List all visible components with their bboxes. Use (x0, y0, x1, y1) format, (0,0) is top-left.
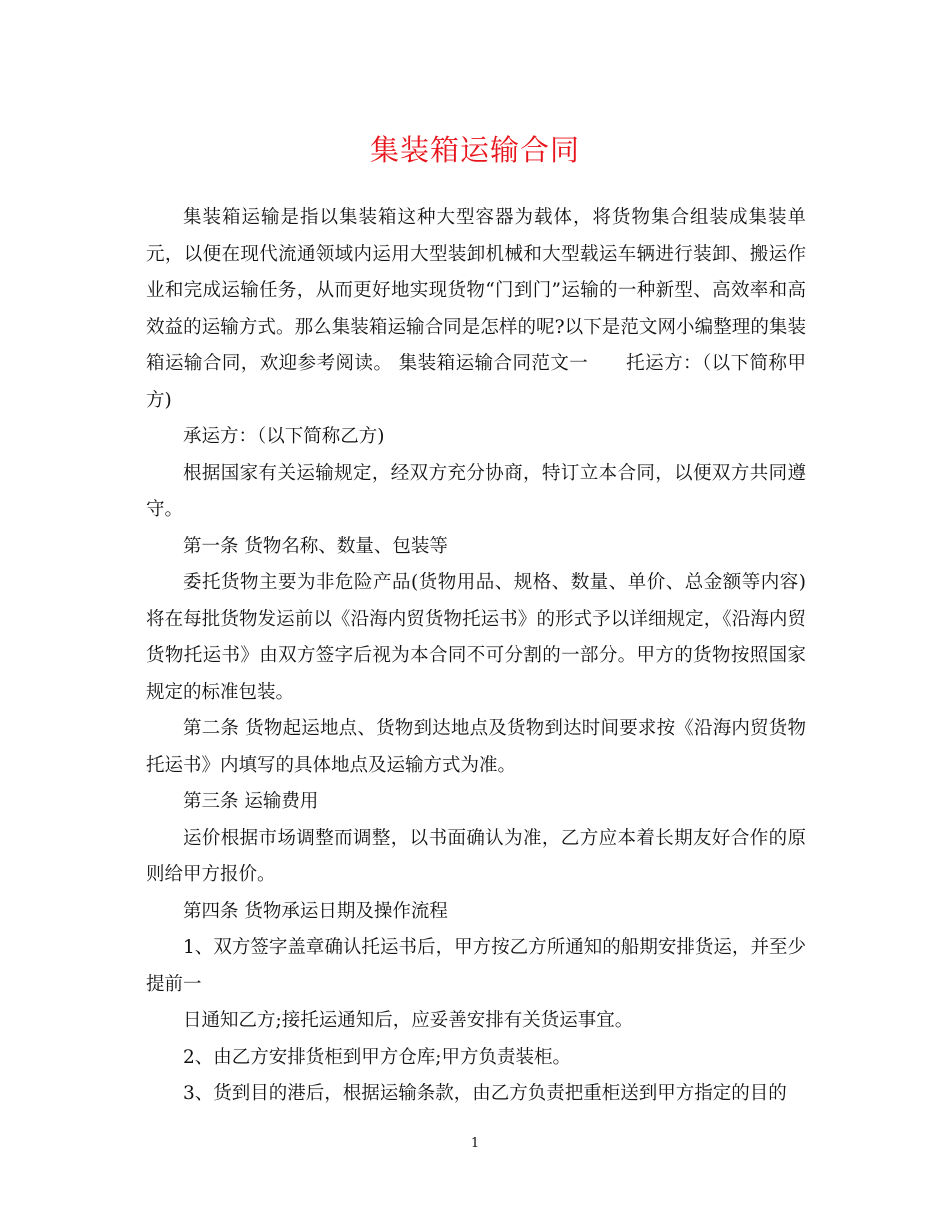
document-title: 集装箱运输合同 (369, 133, 580, 167)
article-1-heading: 第一条 货物名称、数量、包装等 (183, 535, 448, 557)
article-2-paragraph: 第二条 货物起运地点、货物到达地点及货物到达时间要求按《沿海内贸货物托运书》内填写的具体地点及运输方式为准。 (146, 718, 806, 776)
article-4-item-1: 1、双方签字盖章确认托运书后，甲方按乙方所通知的船期安排货运，并至少提前一 (146, 937, 806, 995)
preamble-paragraph: 根据国家有关运输规定，经双方充分协商，特订立本合同，以便双方共同遵守。 (146, 462, 806, 520)
article-3-body: 运价根据市场调整而调整，以书面确认为准，乙方应本着长期友好合作的原则给甲方报价。 (146, 827, 806, 885)
article-4-heading: 第四条 货物承运日期及操作流程 (183, 900, 448, 922)
page-number: 1 (470, 1136, 480, 1151)
article-4-item-3: 3、货到目的港后，根据运输条款，由乙方负责把重柜送到甲方指定的目的 (183, 1083, 787, 1104)
article-1-body: 委托货物主要为非危险产品(货物用品、规格、数量、单价、总金额等内容) 将在每批货物发运前以《沿海内贸货物托运书》的形式予以详细规定，《沿海内贸货物托运书》由双方签字后视为本合同不可分割的一部分。甲方的货物按照国家规定的标准包装。 (146, 572, 806, 703)
document-body (146, 200, 806, 1113)
carrier-party-line: 承运方：（以下简称乙方) (183, 426, 385, 447)
article-3-heading: 第三条 运输费用 (183, 791, 319, 812)
article-4-item-1-continued: 日通知乙方;接托运通知后，应妥善安排有关货运事宜。 (183, 1010, 634, 1031)
article-4-item-2: 2、由乙方安排货柜到甲方仓库;甲方负责装柜。 (183, 1046, 572, 1068)
intro-paragraph: 集装箱运输是指以集装箱这种大型容器为载体，将货物集合组装成集装单元，以便在现代流通领域内运用大型装卸机械和大型载运车辆进行装卸、搬运作业和完成运输任务，从而更好地实现货物“门到门”运输的一种新型、高效率和高效益的运输方式。那么集装箱运输合同是怎样的呢?以下是范文网小编整理的集装箱运输合同，欢迎参考阅读。 集装箱运输合同范文一 托运方：（以下简称甲方) (146, 207, 806, 411)
